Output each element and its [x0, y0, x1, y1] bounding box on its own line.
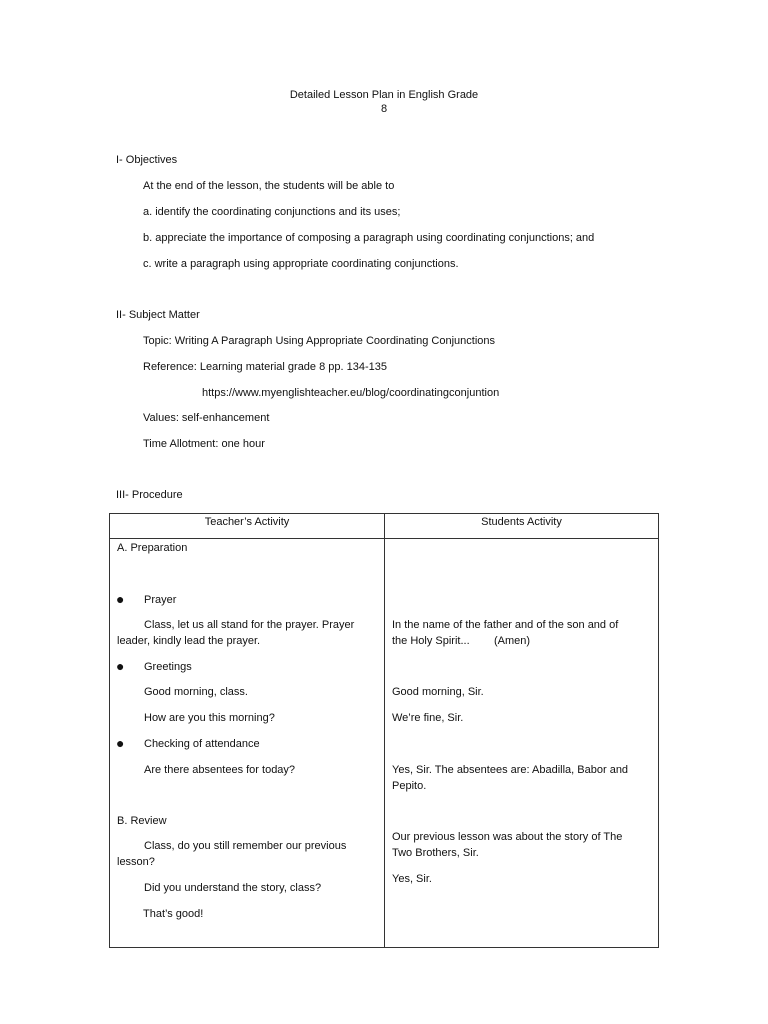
prayer-label: Prayer [144, 594, 177, 606]
prayer-teacher-line2: leader, kindly lead the prayer. [117, 635, 261, 647]
page-title-line1: Detailed Lesson Plan in English Grade [289, 89, 479, 101]
greet-teacher-line2: How are you this morning? [144, 712, 275, 724]
review-teacher-line2: lesson? [117, 856, 155, 868]
objective-item-b: b. appreciate the importance of composing a paragraph using coordinating conjunctions; and [143, 232, 595, 244]
review-student-line2: Two Brothers, Sir. [392, 847, 479, 859]
attendance-teacher: Are there absentees for today? [144, 764, 296, 776]
attendance-student-line2: Pepito. [392, 780, 427, 792]
review-student-line1: Our previous lesson was about the story of The [392, 831, 623, 843]
greetings-label: Greetings [144, 661, 192, 673]
objective-item-a: a. identify the coordinating conjunctions and its uses; [143, 206, 401, 218]
greet-teacher-line1: Good morning, class. [144, 686, 248, 698]
objectives-heading: I- Objectives [116, 154, 178, 166]
prayer-student-amen: (Amen) [494, 635, 531, 647]
greet-student-line2: We’re fine, Sir. [392, 712, 464, 724]
subject-values: Values: self-enhancement [143, 412, 270, 424]
bullet-icon: ● [116, 591, 125, 607]
bullet-icon: ● [116, 658, 125, 674]
section-preparation: A. Preparation [117, 542, 188, 554]
subject-topic: Topic: Writing A Paragraph Using Appropriate Coordinating Conjunctions [143, 335, 495, 347]
page-title-line2: 8 [380, 103, 388, 115]
review-teacher-line1: Class, do you still remember our previous [144, 840, 347, 852]
review-teacher-line3: Did you understand the story, class? [144, 882, 322, 894]
objective-item-c: c. write a paragraph using appropriate coordinating conjunctions. [143, 258, 459, 270]
greet-student-line1: Good morning, Sir. [392, 686, 484, 698]
procedure-heading: III- Procedure [116, 489, 183, 501]
bullet-icon: ● [116, 735, 125, 751]
attendance-student-line1: Yes, Sir. The absentees are: Abadilla, Babor and [392, 764, 629, 776]
review-student-line3: Yes, Sir. [392, 873, 432, 885]
review-teacher-line4: That’s good! [143, 908, 204, 920]
prayer-student-line1: In the name of the father and of the son and of [392, 619, 619, 631]
column-header-teacher: Teacher’s Activity [204, 516, 290, 528]
subject-time-allotment: Time Allotment: one hour [143, 438, 265, 450]
attendance-label: Checking of attendance [144, 738, 260, 750]
subject-matter-heading: II- Subject Matter [116, 309, 200, 321]
subject-reference: Reference: Learning material grade 8 pp. 134-135 [143, 361, 387, 373]
table-header-divider [110, 538, 658, 539]
procedure-table [109, 513, 659, 948]
section-review: B. Review [117, 815, 167, 827]
table-column-divider [384, 514, 385, 947]
subject-reference-url: https://www.myenglishteacher.eu/blog/coordinatingconjuntion [202, 387, 500, 399]
prayer-student-line2: the Holy Spirit... [392, 635, 470, 647]
objectives-intro: At the end of the lesson, the students will be able to [143, 180, 395, 192]
column-header-students: Students Activity [481, 516, 562, 528]
prayer-teacher-line1: Class, let us all stand for the prayer. Prayer [144, 619, 355, 631]
